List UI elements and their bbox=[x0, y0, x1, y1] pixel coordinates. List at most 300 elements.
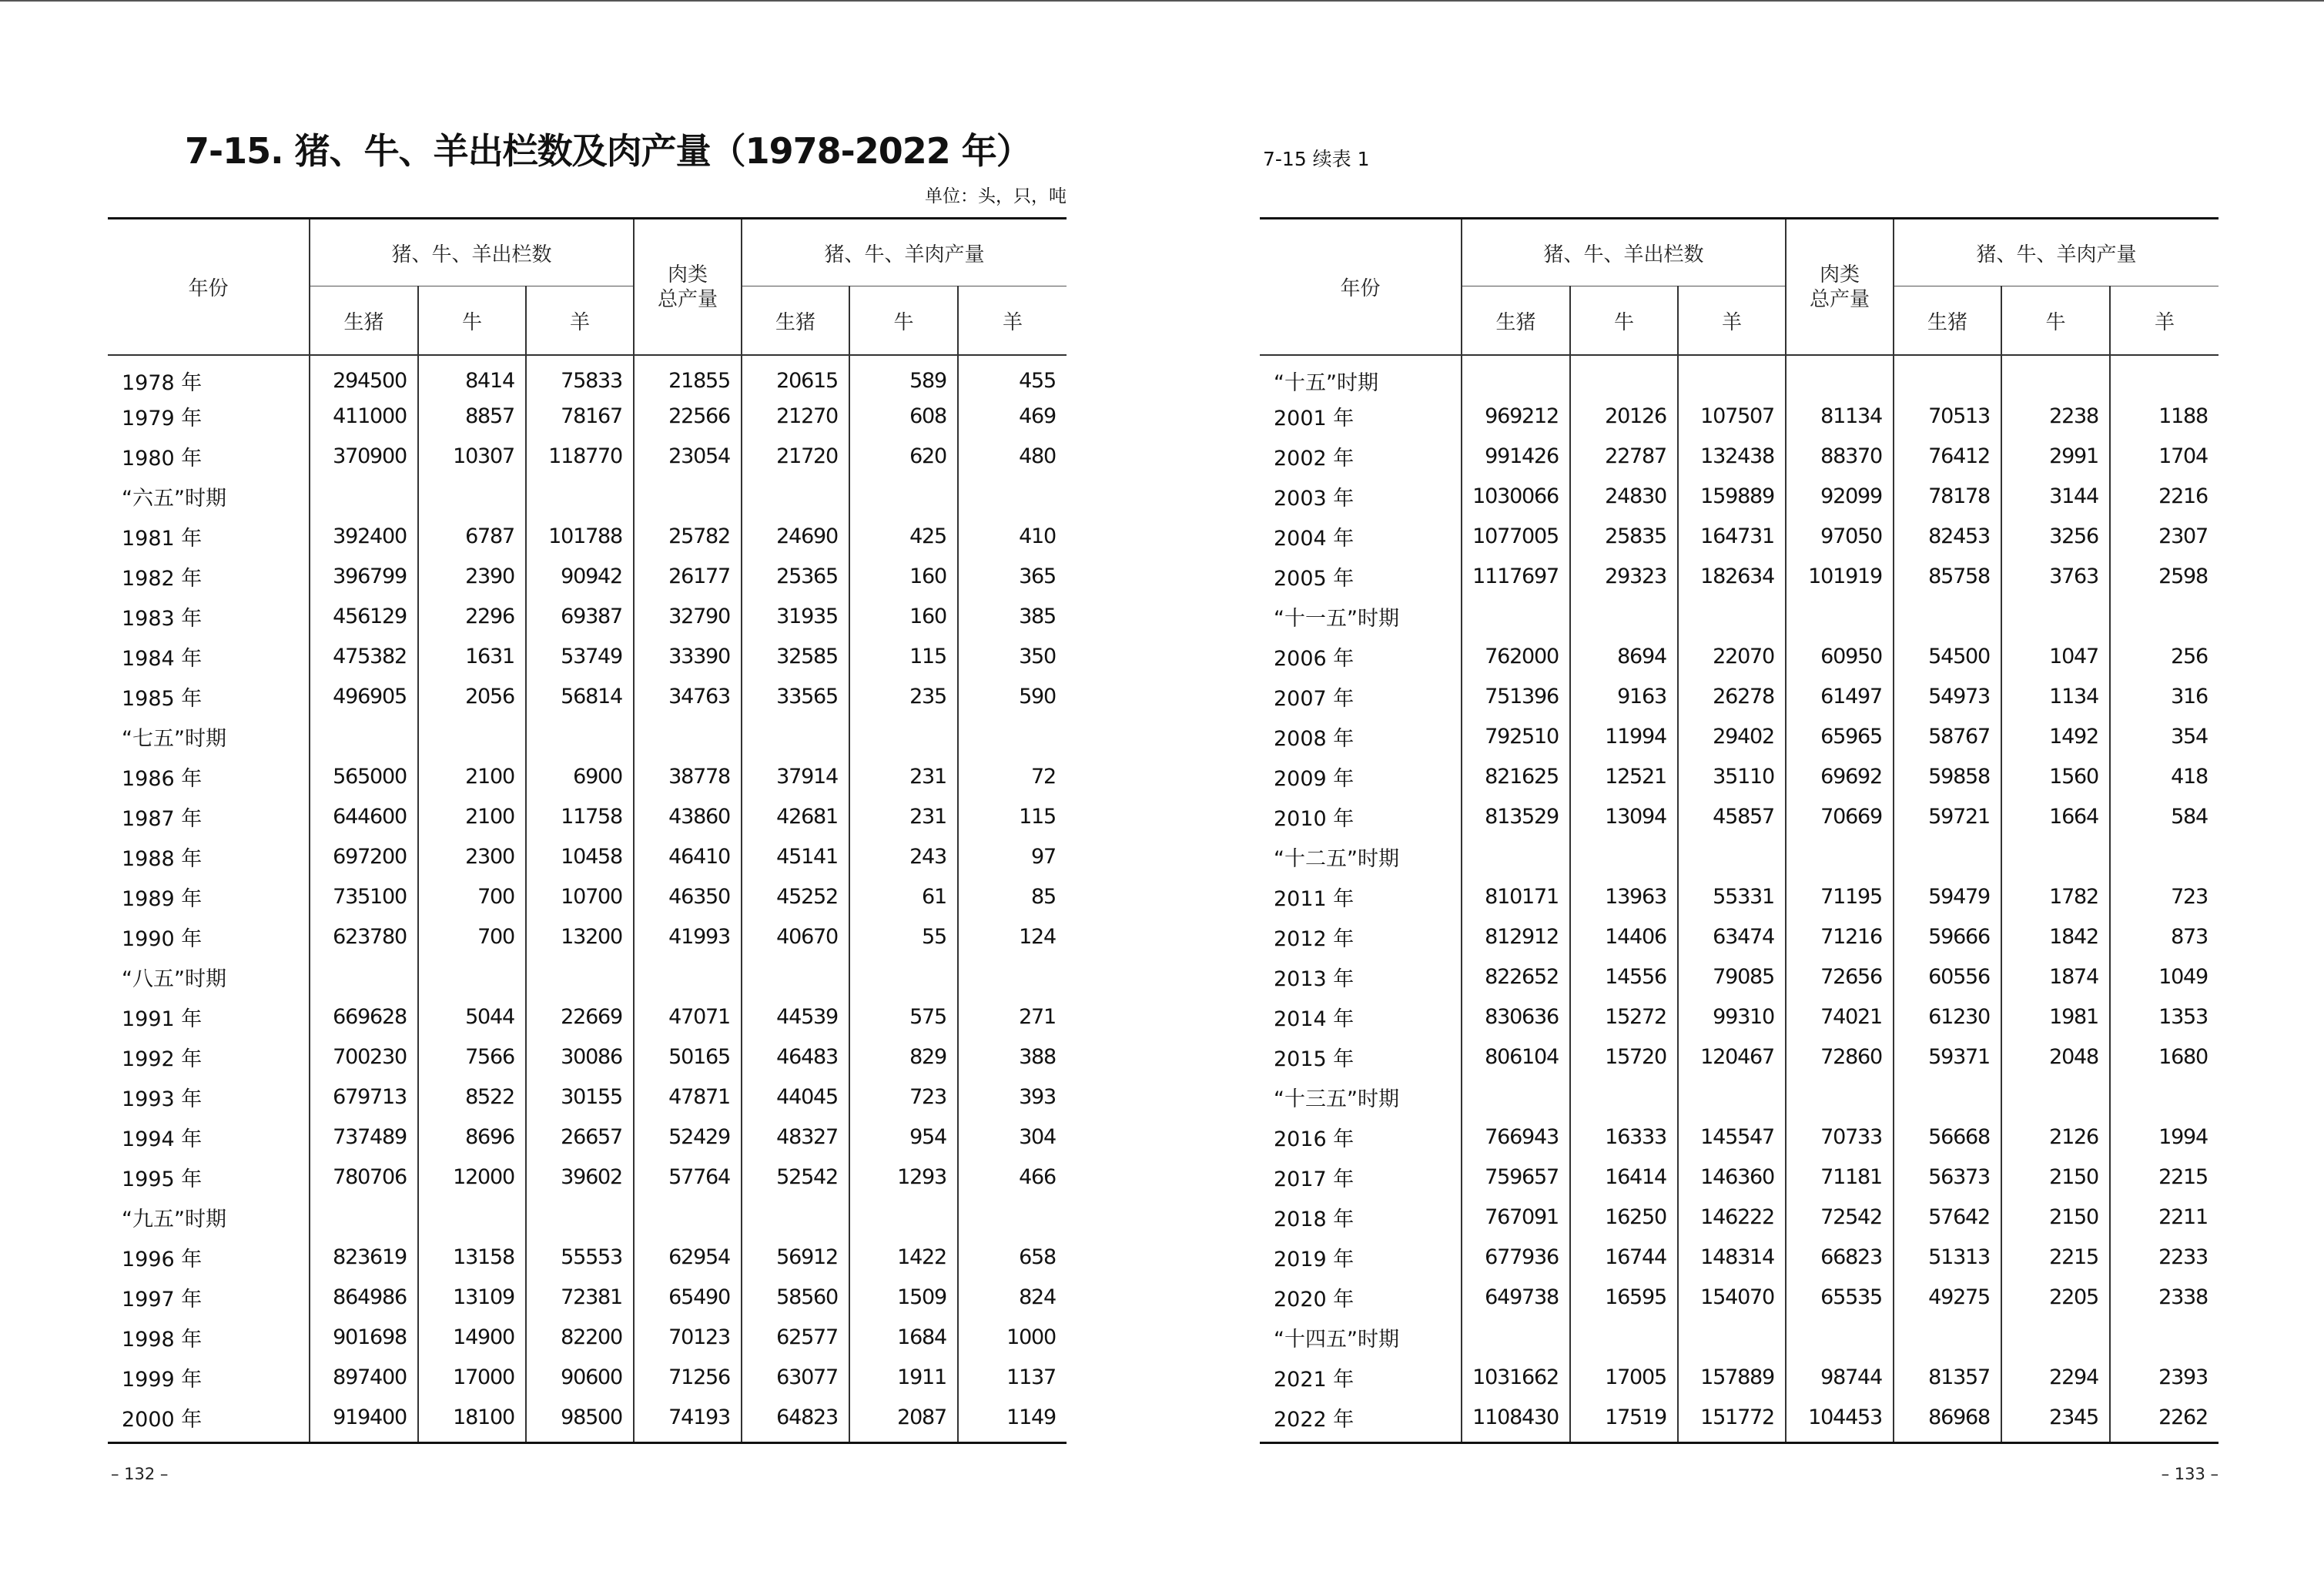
table-row bbox=[1260, 956, 2219, 997]
pig-header: 生猪 bbox=[1462, 286, 1570, 356]
value-cell: 85 bbox=[958, 876, 1067, 916]
value-cell: 104453 bbox=[1786, 1397, 1894, 1443]
year-cell: 2019 年 bbox=[1274, 1247, 1355, 1271]
year-cell: 2021 年 bbox=[1274, 1367, 1355, 1392]
year-cell: 1983 年 bbox=[122, 606, 203, 631]
year-cell: 1980 年 bbox=[122, 446, 203, 471]
mutton-header: 羊 bbox=[2110, 286, 2219, 356]
cattle-header: 牛 bbox=[1570, 286, 1678, 356]
value-cell: 56814 bbox=[526, 676, 634, 716]
value-cell: 52542 bbox=[742, 1157, 849, 1197]
value-cell: 154070 bbox=[1678, 1277, 1786, 1317]
value-cell: 47071 bbox=[634, 997, 742, 1037]
value-cell: 1492 bbox=[2001, 716, 2110, 756]
value-cell: 2150 bbox=[2001, 1197, 2110, 1237]
year-cell: 2011 年 bbox=[1274, 886, 1355, 911]
period-label: “六五”时期 bbox=[122, 486, 226, 511]
value-cell: 1664 bbox=[2001, 796, 2110, 836]
value-cell: 71256 bbox=[634, 1357, 742, 1397]
table-row bbox=[1260, 556, 2219, 596]
table-row bbox=[1260, 876, 2219, 916]
total-meat-header-line2: 总产量 bbox=[658, 287, 718, 311]
value-cell: 61 bbox=[849, 876, 958, 916]
value-cell: 2345 bbox=[2001, 1397, 2110, 1443]
year-cell: 2015 年 bbox=[1274, 1047, 1355, 1071]
value-cell: 644600 bbox=[310, 796, 418, 836]
value-cell: 3144 bbox=[2001, 476, 2110, 516]
value-cell: 14900 bbox=[418, 1317, 526, 1357]
value-cell: 5044 bbox=[418, 997, 526, 1037]
empty-cell bbox=[526, 956, 634, 997]
empty-cell bbox=[1786, 1317, 1894, 1357]
value-cell: 700 bbox=[418, 916, 526, 956]
value-cell: 480 bbox=[958, 436, 1067, 476]
value-cell: 2126 bbox=[2001, 1117, 2110, 1157]
value-cell: 1031662 bbox=[1462, 1357, 1570, 1397]
value-cell: 8694 bbox=[1570, 636, 1678, 676]
year-cell: 2009 年 bbox=[1274, 766, 1355, 791]
total-meat-header-line2: 总产量 bbox=[1810, 287, 1870, 311]
empty-cell bbox=[1786, 1077, 1894, 1117]
value-cell: 61497 bbox=[1786, 676, 1894, 716]
value-cell: 1560 bbox=[2001, 756, 2110, 796]
value-cell: 969212 bbox=[1462, 396, 1570, 436]
empty-cell bbox=[310, 716, 418, 756]
table-row bbox=[1260, 436, 2219, 476]
value-cell: 90600 bbox=[526, 1357, 634, 1397]
year-cell: 1997 年 bbox=[122, 1287, 203, 1312]
value-cell: 118770 bbox=[526, 436, 634, 476]
value-cell: 780706 bbox=[310, 1157, 418, 1197]
value-cell: 82200 bbox=[526, 1317, 634, 1357]
value-cell: 589 bbox=[849, 355, 958, 396]
value-cell: 2296 bbox=[418, 596, 526, 636]
value-cell: 658 bbox=[958, 1237, 1067, 1277]
value-cell: 2338 bbox=[2110, 1277, 2219, 1317]
empty-cell bbox=[1894, 836, 2001, 876]
value-cell: 132438 bbox=[1678, 436, 1786, 476]
empty-cell bbox=[418, 476, 526, 516]
year-cell: 1998 年 bbox=[122, 1327, 203, 1352]
empty-cell bbox=[310, 956, 418, 997]
value-cell: 26657 bbox=[526, 1117, 634, 1157]
empty-cell bbox=[526, 1197, 634, 1237]
value-cell: 243 bbox=[849, 836, 958, 876]
value-cell: 115 bbox=[849, 636, 958, 676]
year-cell: 1989 年 bbox=[122, 886, 203, 911]
value-cell: 1000 bbox=[958, 1317, 1067, 1357]
value-cell: 25835 bbox=[1570, 516, 1678, 556]
value-cell: 1782 bbox=[2001, 876, 2110, 916]
value-cell: 810171 bbox=[1462, 876, 1570, 916]
value-cell: 823619 bbox=[310, 1237, 418, 1277]
value-cell: 7566 bbox=[418, 1037, 526, 1077]
year-cell: 1978 年 bbox=[122, 370, 203, 395]
value-cell: 69692 bbox=[1786, 756, 1894, 796]
value-cell: 3256 bbox=[2001, 516, 2110, 556]
value-cell: 86968 bbox=[1894, 1397, 2001, 1443]
empty-cell bbox=[418, 716, 526, 756]
mutton-header: 羊 bbox=[958, 286, 1067, 356]
value-cell: 63077 bbox=[742, 1357, 849, 1397]
empty-cell bbox=[634, 956, 742, 997]
empty-cell bbox=[634, 1197, 742, 1237]
empty-cell bbox=[1570, 355, 1678, 396]
value-cell: 59479 bbox=[1894, 876, 2001, 916]
value-cell: 88370 bbox=[1786, 436, 1894, 476]
value-cell: 57764 bbox=[634, 1157, 742, 1197]
value-cell: 26278 bbox=[1678, 676, 1786, 716]
value-cell: 107507 bbox=[1678, 396, 1786, 436]
year-cell: 2006 年 bbox=[1274, 646, 1355, 671]
period-row bbox=[1260, 1077, 2219, 1117]
value-cell: 50165 bbox=[634, 1037, 742, 1077]
table-body bbox=[1260, 355, 2219, 1443]
value-cell: 1030066 bbox=[1462, 476, 1570, 516]
value-cell: 12521 bbox=[1570, 756, 1678, 796]
year-cell: 2016 年 bbox=[1274, 1127, 1355, 1151]
table-row bbox=[108, 1397, 1067, 1443]
value-cell: 9163 bbox=[1570, 676, 1678, 716]
table-row bbox=[108, 676, 1067, 716]
table-row bbox=[108, 1077, 1067, 1117]
empty-cell bbox=[418, 1197, 526, 1237]
meat-output-group-header: 猪、牛、羊肉产量 bbox=[1894, 219, 2219, 286]
table-row bbox=[108, 1117, 1067, 1157]
empty-cell bbox=[849, 716, 958, 756]
empty-cell bbox=[1462, 1317, 1570, 1357]
table-row bbox=[1260, 676, 2219, 716]
value-cell: 44045 bbox=[742, 1077, 849, 1117]
value-cell: 66823 bbox=[1786, 1237, 1894, 1277]
empty-cell bbox=[2001, 836, 2110, 876]
empty-cell bbox=[1678, 836, 1786, 876]
value-cell: 44539 bbox=[742, 997, 849, 1037]
value-cell: 2991 bbox=[2001, 436, 2110, 476]
table-row bbox=[1260, 516, 2219, 556]
period-label: “十一五”时期 bbox=[1274, 606, 1399, 631]
empty-cell bbox=[1570, 1077, 1678, 1117]
year-cell: 1992 年 bbox=[122, 1047, 203, 1071]
value-cell: 65535 bbox=[1786, 1277, 1894, 1317]
table-row bbox=[108, 436, 1067, 476]
empty-cell bbox=[2001, 596, 2110, 636]
empty-cell bbox=[742, 956, 849, 997]
table-row bbox=[1260, 1117, 2219, 1157]
value-cell: 148314 bbox=[1678, 1237, 1786, 1277]
value-cell: 24690 bbox=[742, 516, 849, 556]
year-cell: 1991 年 bbox=[122, 1007, 203, 1031]
value-cell: 393 bbox=[958, 1077, 1067, 1117]
table-body bbox=[108, 355, 1067, 1443]
value-cell: 2211 bbox=[2110, 1197, 2219, 1237]
value-cell: 49275 bbox=[1894, 1277, 2001, 1317]
table-row bbox=[1260, 1277, 2219, 1317]
empty-cell bbox=[418, 956, 526, 997]
empty-cell bbox=[634, 716, 742, 756]
value-cell: 12000 bbox=[418, 1157, 526, 1197]
value-cell: 991426 bbox=[1462, 436, 1570, 476]
table-row bbox=[108, 796, 1067, 836]
value-cell: 231 bbox=[849, 796, 958, 836]
value-cell: 8414 bbox=[418, 355, 526, 396]
empty-cell bbox=[526, 476, 634, 516]
empty-cell bbox=[1894, 1077, 2001, 1117]
value-cell: 2215 bbox=[2001, 1237, 2110, 1277]
empty-cell bbox=[958, 716, 1067, 756]
empty-cell bbox=[1462, 1077, 1570, 1117]
value-cell: 47871 bbox=[634, 1077, 742, 1117]
value-cell: 58767 bbox=[1894, 716, 2001, 756]
value-cell: 160 bbox=[849, 556, 958, 596]
value-cell: 475382 bbox=[310, 636, 418, 676]
table-row bbox=[1260, 1357, 2219, 1397]
value-cell: 60950 bbox=[1786, 636, 1894, 676]
value-cell: 92099 bbox=[1786, 476, 1894, 516]
year-cell: 2022 年 bbox=[1260, 1397, 1462, 1443]
value-cell: 45857 bbox=[1678, 796, 1786, 836]
value-cell: 766943 bbox=[1462, 1117, 1570, 1157]
year-cell: 2007 年 bbox=[1274, 686, 1355, 711]
value-cell: 455 bbox=[958, 355, 1067, 396]
value-cell: 38778 bbox=[634, 756, 742, 796]
beef-header: 牛 bbox=[849, 286, 958, 356]
value-cell: 806104 bbox=[1462, 1037, 1570, 1077]
value-cell: 6900 bbox=[526, 756, 634, 796]
value-cell: 32585 bbox=[742, 636, 849, 676]
year-cell: 2005 年 bbox=[1274, 566, 1355, 591]
left-page bbox=[108, 0, 1067, 1588]
value-cell: 1911 bbox=[849, 1357, 958, 1397]
year-cell: 2001 年 bbox=[1274, 406, 1355, 431]
value-cell: 2100 bbox=[418, 796, 526, 836]
table-row bbox=[108, 756, 1067, 796]
year-header: 年份 bbox=[1260, 219, 1462, 356]
value-cell: 74021 bbox=[1786, 997, 1894, 1037]
value-cell: 17000 bbox=[418, 1357, 526, 1397]
value-cell: 54973 bbox=[1894, 676, 2001, 716]
value-cell: 2205 bbox=[2001, 1277, 2110, 1317]
value-cell: 231 bbox=[849, 756, 958, 796]
value-cell: 157889 bbox=[1678, 1357, 1786, 1397]
value-cell: 55 bbox=[849, 916, 958, 956]
value-cell: 11758 bbox=[526, 796, 634, 836]
value-cell: 1874 bbox=[2001, 956, 2110, 997]
table-row bbox=[108, 396, 1067, 436]
value-cell: 584 bbox=[2110, 796, 2219, 836]
value-cell: 14556 bbox=[1570, 956, 1678, 997]
table-row bbox=[108, 636, 1067, 676]
value-cell: 1077005 bbox=[1462, 516, 1570, 556]
continuation-title: 7-15 续表 1 bbox=[1263, 148, 1370, 170]
value-cell: 30155 bbox=[526, 1077, 634, 1117]
empty-cell bbox=[1678, 1317, 1786, 1357]
value-cell: 418 bbox=[2110, 756, 2219, 796]
value-cell: 496905 bbox=[310, 676, 418, 716]
year-cell: 1993 年 bbox=[122, 1087, 203, 1111]
empty-cell bbox=[1678, 355, 1786, 396]
unit-label: 单位：头，只，吨 bbox=[925, 186, 1067, 206]
empty-cell bbox=[1786, 596, 1894, 636]
value-cell: 456129 bbox=[310, 596, 418, 636]
value-cell: 235 bbox=[849, 676, 958, 716]
value-cell: 13158 bbox=[418, 1237, 526, 1277]
value-cell: 669628 bbox=[310, 997, 418, 1037]
value-cell: 151772 bbox=[1678, 1397, 1786, 1443]
value-cell: 365 bbox=[958, 556, 1067, 596]
value-cell: 864986 bbox=[310, 1277, 418, 1317]
slaughter-group-header: 猪、牛、羊出栏数 bbox=[1462, 219, 1786, 286]
value-cell: 81357 bbox=[1894, 1357, 2001, 1397]
value-cell: 37914 bbox=[742, 756, 849, 796]
value-cell: 316 bbox=[2110, 676, 2219, 716]
value-cell: 33390 bbox=[634, 636, 742, 676]
year-cell: 2003 年 bbox=[1274, 486, 1355, 511]
table-row bbox=[108, 355, 1067, 396]
total-meat-header-line1: 肉类 bbox=[1820, 263, 1860, 286]
value-cell: 90942 bbox=[526, 556, 634, 596]
value-cell: 55331 bbox=[1678, 876, 1786, 916]
value-cell: 62954 bbox=[634, 1237, 742, 1277]
value-cell: 97 bbox=[958, 836, 1067, 876]
value-cell: 304 bbox=[958, 1117, 1067, 1157]
value-cell: 59371 bbox=[1894, 1037, 2001, 1077]
value-cell: 824 bbox=[958, 1277, 1067, 1317]
value-cell: 15720 bbox=[1570, 1037, 1678, 1077]
empty-cell bbox=[742, 476, 849, 516]
value-cell: 1684 bbox=[849, 1317, 958, 1357]
value-cell: 954 bbox=[849, 1117, 958, 1157]
value-cell: 78178 bbox=[1894, 476, 2001, 516]
value-cell: 64823 bbox=[742, 1397, 849, 1443]
value-cell: 60556 bbox=[1894, 956, 2001, 997]
empty-cell bbox=[2110, 1077, 2219, 1117]
empty-cell bbox=[2001, 355, 2110, 396]
value-cell: 145547 bbox=[1678, 1117, 1786, 1157]
value-cell: 71195 bbox=[1786, 876, 1894, 916]
table-row bbox=[1260, 916, 2219, 956]
value-cell: 1137 bbox=[958, 1357, 1067, 1397]
value-cell: 30086 bbox=[526, 1037, 634, 1077]
value-cell: 354 bbox=[2110, 716, 2219, 756]
period-row bbox=[108, 956, 1067, 997]
value-cell: 1842 bbox=[2001, 916, 2110, 956]
value-cell: 56668 bbox=[1894, 1117, 2001, 1157]
period-label: “十四五”时期 bbox=[1274, 1327, 1399, 1352]
total-meat-header bbox=[1786, 219, 1894, 356]
value-cell: 29402 bbox=[1678, 716, 1786, 756]
value-cell: 97050 bbox=[1786, 516, 1894, 556]
value-cell: 13963 bbox=[1570, 876, 1678, 916]
value-cell: 78167 bbox=[526, 396, 634, 436]
value-cell: 40670 bbox=[742, 916, 849, 956]
value-cell: 16250 bbox=[1570, 1197, 1678, 1237]
value-cell: 2390 bbox=[418, 556, 526, 596]
value-cell: 737489 bbox=[310, 1117, 418, 1157]
table-row bbox=[108, 876, 1067, 916]
value-cell: 20615 bbox=[742, 355, 849, 396]
year-cell: 1987 年 bbox=[122, 806, 203, 831]
value-cell: 830636 bbox=[1462, 997, 1570, 1037]
value-cell: 16744 bbox=[1570, 1237, 1678, 1277]
value-cell: 1981 bbox=[2001, 997, 2110, 1037]
empty-cell bbox=[2001, 1317, 2110, 1357]
value-cell: 32790 bbox=[634, 596, 742, 636]
value-cell: 70513 bbox=[1894, 396, 2001, 436]
period-label: “十二五”时期 bbox=[1274, 846, 1399, 871]
value-cell: 16414 bbox=[1570, 1157, 1678, 1197]
value-cell: 385 bbox=[958, 596, 1067, 636]
value-cell: 59666 bbox=[1894, 916, 2001, 956]
value-cell: 43860 bbox=[634, 796, 742, 836]
empty-cell bbox=[742, 1197, 849, 1237]
empty-cell bbox=[1462, 596, 1570, 636]
value-cell: 2100 bbox=[418, 756, 526, 796]
statistics-table bbox=[108, 217, 1067, 1444]
cattle-header: 牛 bbox=[418, 286, 526, 356]
value-cell: 1293 bbox=[849, 1157, 958, 1197]
value-cell: 72860 bbox=[1786, 1037, 1894, 1077]
year-cell: 1988 年 bbox=[122, 846, 203, 871]
year-cell: 1990 年 bbox=[122, 926, 203, 951]
value-cell: 700230 bbox=[310, 1037, 418, 1077]
value-cell: 6787 bbox=[418, 516, 526, 556]
value-cell: 21855 bbox=[634, 355, 742, 396]
value-cell: 22566 bbox=[634, 396, 742, 436]
table-row bbox=[1260, 756, 2219, 796]
value-cell: 70123 bbox=[634, 1317, 742, 1357]
year-cell: 1999 年 bbox=[122, 1367, 203, 1392]
value-cell: 821625 bbox=[1462, 756, 1570, 796]
empty-cell bbox=[526, 716, 634, 756]
value-cell: 16595 bbox=[1570, 1277, 1678, 1317]
value-cell: 792510 bbox=[1462, 716, 1570, 756]
empty-cell bbox=[2001, 1077, 2110, 1117]
value-cell: 271 bbox=[958, 997, 1067, 1037]
table-row bbox=[108, 516, 1067, 556]
empty-cell bbox=[2110, 355, 2219, 396]
empty-cell bbox=[1570, 1317, 1678, 1357]
value-cell: 565000 bbox=[310, 756, 418, 796]
value-cell: 46350 bbox=[634, 876, 742, 916]
period-row bbox=[108, 1197, 1067, 1237]
year-cell: 2012 年 bbox=[1274, 926, 1355, 951]
value-cell: 2150 bbox=[2001, 1157, 2110, 1197]
empty-cell bbox=[2110, 1317, 2219, 1357]
value-cell: 2056 bbox=[418, 676, 526, 716]
value-cell: 1631 bbox=[418, 636, 526, 676]
value-cell: 697200 bbox=[310, 836, 418, 876]
value-cell: 370900 bbox=[310, 436, 418, 476]
value-cell: 1509 bbox=[849, 1277, 958, 1317]
value-cell: 2262 bbox=[2110, 1397, 2219, 1443]
value-cell: 85758 bbox=[1894, 556, 2001, 596]
value-cell: 829 bbox=[849, 1037, 958, 1077]
table-row bbox=[1260, 476, 2219, 516]
value-cell: 31935 bbox=[742, 596, 849, 636]
empty-cell bbox=[1894, 355, 2001, 396]
empty-cell bbox=[849, 956, 958, 997]
value-cell: 63474 bbox=[1678, 916, 1786, 956]
value-cell: 1422 bbox=[849, 1237, 958, 1277]
value-cell: 61230 bbox=[1894, 997, 2001, 1037]
empty-cell bbox=[1786, 355, 1894, 396]
table-row bbox=[1260, 1237, 2219, 1277]
period-row bbox=[1260, 1317, 2219, 1357]
value-cell: 897400 bbox=[310, 1357, 418, 1397]
value-cell: 2048 bbox=[2001, 1037, 2110, 1077]
value-cell: 124 bbox=[958, 916, 1067, 956]
